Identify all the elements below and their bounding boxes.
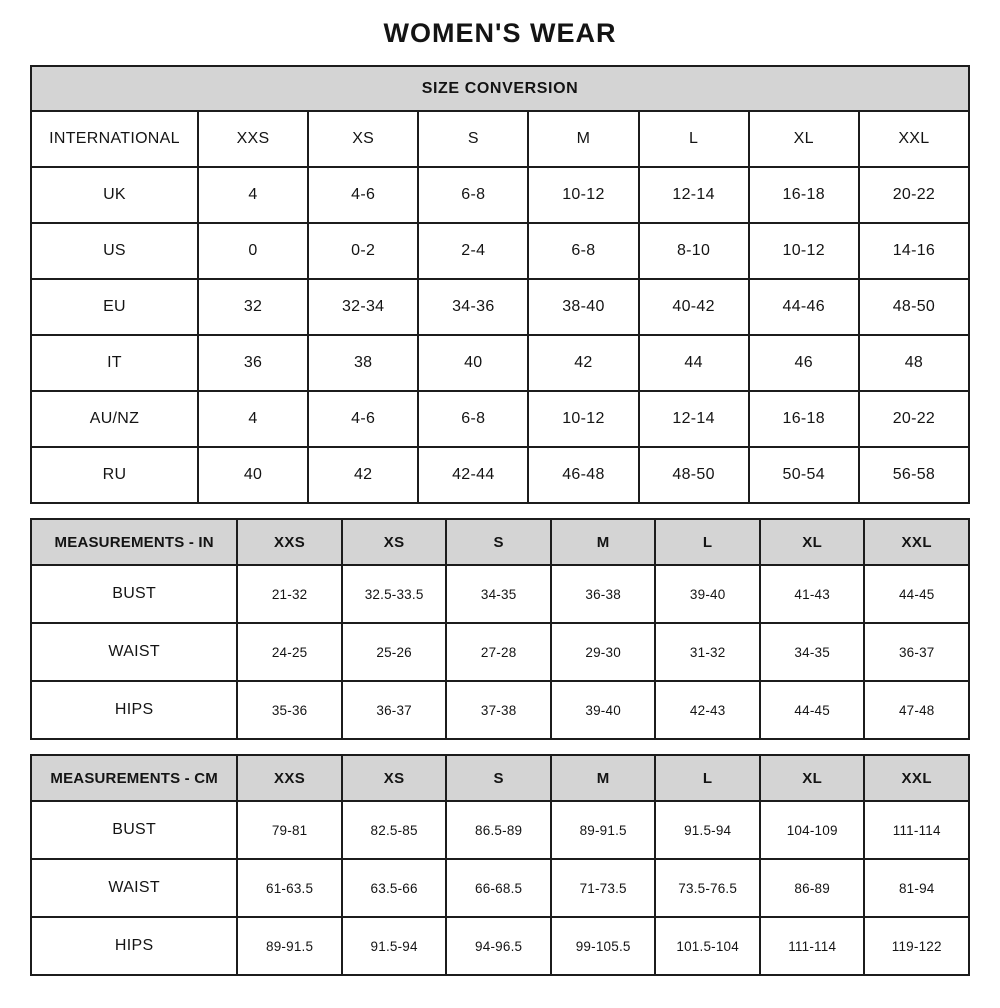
value-cell: 34-36	[418, 279, 528, 335]
value-cell: 48	[859, 335, 969, 391]
header-label-cell: MEASUREMENTS - CM	[31, 755, 237, 801]
value-cell: 34-35	[446, 565, 551, 623]
value-cell: 39-40	[551, 681, 656, 739]
value-cell: 111-114	[760, 917, 865, 975]
value-cell: 0-2	[308, 223, 418, 279]
value-cell: 20-22	[859, 167, 969, 223]
value-cell: 6-8	[418, 391, 528, 447]
table-row	[31, 917, 969, 975]
header-row	[31, 755, 969, 801]
value-cell: 91.5-94	[342, 917, 447, 975]
value-cell: 63.5-66	[342, 859, 447, 917]
value-cell: 41-43	[760, 565, 865, 623]
value-cell: 8-10	[639, 223, 749, 279]
value-cell: 24-25	[237, 623, 342, 681]
value-cell: 42	[528, 335, 638, 391]
size-header-cell: XS	[342, 755, 447, 801]
size-header-cell: XL	[749, 111, 859, 167]
value-cell: 79-81	[237, 801, 342, 859]
value-cell: 47-48	[864, 681, 969, 739]
value-cell: 86.5-89	[446, 801, 551, 859]
table-row	[31, 801, 969, 859]
value-cell: 29-30	[551, 623, 656, 681]
header-label-cell: MEASUREMENTS - IN	[31, 519, 237, 565]
header-row	[31, 111, 969, 167]
value-cell: 99-105.5	[551, 917, 656, 975]
row-label-cell: RU	[31, 447, 198, 503]
table-row	[31, 335, 969, 391]
value-cell: 4-6	[308, 167, 418, 223]
value-cell: 94-96.5	[446, 917, 551, 975]
value-cell: 14-16	[859, 223, 969, 279]
row-label-cell: US	[31, 223, 198, 279]
size-header-cell: L	[639, 111, 749, 167]
value-cell: 42-44	[418, 447, 528, 503]
size-header-cell: M	[551, 755, 656, 801]
table-row	[31, 223, 969, 279]
value-cell: 61-63.5	[237, 859, 342, 917]
value-cell: 6-8	[528, 223, 638, 279]
table-title-row	[31, 66, 969, 111]
value-cell: 0	[198, 223, 308, 279]
value-cell: 10-12	[528, 391, 638, 447]
value-cell: 39-40	[655, 565, 760, 623]
value-cell: 119-122	[864, 917, 969, 975]
size-header-cell: M	[551, 519, 656, 565]
value-cell: 20-22	[859, 391, 969, 447]
table-row	[31, 859, 969, 917]
value-cell: 4	[198, 167, 308, 223]
value-cell: 46	[749, 335, 859, 391]
size-header-cell: XXS	[198, 111, 308, 167]
value-cell: 10-12	[749, 223, 859, 279]
value-cell: 40	[198, 447, 308, 503]
row-label-cell: WAIST	[31, 623, 237, 681]
value-cell: 25-26	[342, 623, 447, 681]
value-cell: 35-36	[237, 681, 342, 739]
value-cell: 89-91.5	[551, 801, 656, 859]
size-header-cell: XXS	[237, 755, 342, 801]
value-cell: 36	[198, 335, 308, 391]
row-label-cell: HIPS	[31, 681, 237, 739]
value-cell: 86-89	[760, 859, 865, 917]
value-cell: 44	[639, 335, 749, 391]
value-cell: 4-6	[308, 391, 418, 447]
value-cell: 38	[308, 335, 418, 391]
value-cell: 66-68.5	[446, 859, 551, 917]
value-cell: 12-14	[639, 167, 749, 223]
table-row	[31, 447, 969, 503]
table-row	[31, 681, 969, 739]
value-cell: 21-32	[237, 565, 342, 623]
value-cell: 44-45	[864, 565, 969, 623]
value-cell: 81-94	[864, 859, 969, 917]
value-cell: 44-45	[760, 681, 865, 739]
table-row	[31, 279, 969, 335]
value-cell: 38-40	[528, 279, 638, 335]
row-label-cell: UK	[31, 167, 198, 223]
value-cell: 104-109	[760, 801, 865, 859]
value-cell: 46-48	[528, 447, 638, 503]
value-cell: 42	[308, 447, 418, 503]
value-cell: 36-37	[864, 623, 969, 681]
value-cell: 48-50	[639, 447, 749, 503]
row-label-cell: WAIST	[31, 859, 237, 917]
value-cell: 4	[198, 391, 308, 447]
table-title: SIZE CONVERSION	[31, 66, 969, 111]
value-cell: 32.5-33.5	[342, 565, 447, 623]
size-header-cell: XXS	[237, 519, 342, 565]
page-title: WOMEN'S WEAR	[383, 18, 617, 48]
size-header-cell: XL	[760, 755, 865, 801]
table-row	[31, 565, 969, 623]
measurements-cm-table	[30, 754, 970, 976]
header-label-cell: INTERNATIONAL	[31, 111, 198, 167]
value-cell: 101.5-104	[655, 917, 760, 975]
row-label-cell: AU/NZ	[31, 391, 198, 447]
value-cell: 82.5-85	[342, 801, 447, 859]
value-cell: 31-32	[655, 623, 760, 681]
value-cell: 12-14	[639, 391, 749, 447]
size-header-cell: XXL	[864, 755, 969, 801]
value-cell: 48-50	[859, 279, 969, 335]
size-conversion-table	[30, 65, 970, 504]
header-row	[31, 519, 969, 565]
value-cell: 36-37	[342, 681, 447, 739]
table-row	[31, 391, 969, 447]
value-cell: 42-43	[655, 681, 760, 739]
size-header-cell: XS	[308, 111, 418, 167]
value-cell: 27-28	[446, 623, 551, 681]
size-header-cell: S	[418, 111, 528, 167]
size-header-cell: M	[528, 111, 638, 167]
value-cell: 40	[418, 335, 528, 391]
size-header-cell: S	[446, 755, 551, 801]
value-cell: 89-91.5	[237, 917, 342, 975]
row-label-cell: HIPS	[31, 917, 237, 975]
size-header-cell: L	[655, 755, 760, 801]
value-cell: 50-54	[749, 447, 859, 503]
table-row	[31, 167, 969, 223]
value-cell: 6-8	[418, 167, 528, 223]
size-header-cell: XL	[760, 519, 865, 565]
value-cell: 16-18	[749, 391, 859, 447]
value-cell: 36-38	[551, 565, 656, 623]
row-label-cell: BUST	[31, 565, 237, 623]
value-cell: 34-35	[760, 623, 865, 681]
value-cell: 2-4	[418, 223, 528, 279]
value-cell: 37-38	[446, 681, 551, 739]
measurements-in-table	[30, 518, 970, 740]
size-header-cell: L	[655, 519, 760, 565]
value-cell: 73.5-76.5	[655, 859, 760, 917]
row-label-cell: IT	[31, 335, 198, 391]
row-label-cell: BUST	[31, 801, 237, 859]
value-cell: 71-73.5	[551, 859, 656, 917]
value-cell: 32-34	[308, 279, 418, 335]
value-cell: 10-12	[528, 167, 638, 223]
size-header-cell: S	[446, 519, 551, 565]
row-label-cell: EU	[31, 279, 198, 335]
value-cell: 56-58	[859, 447, 969, 503]
size-header-cell: XXL	[859, 111, 969, 167]
value-cell: 111-114	[864, 801, 969, 859]
value-cell: 16-18	[749, 167, 859, 223]
value-cell: 32	[198, 279, 308, 335]
size-header-cell: XXL	[864, 519, 969, 565]
value-cell: 91.5-94	[655, 801, 760, 859]
table-row	[31, 623, 969, 681]
value-cell: 40-42	[639, 279, 749, 335]
size-header-cell: XS	[342, 519, 447, 565]
value-cell: 44-46	[749, 279, 859, 335]
